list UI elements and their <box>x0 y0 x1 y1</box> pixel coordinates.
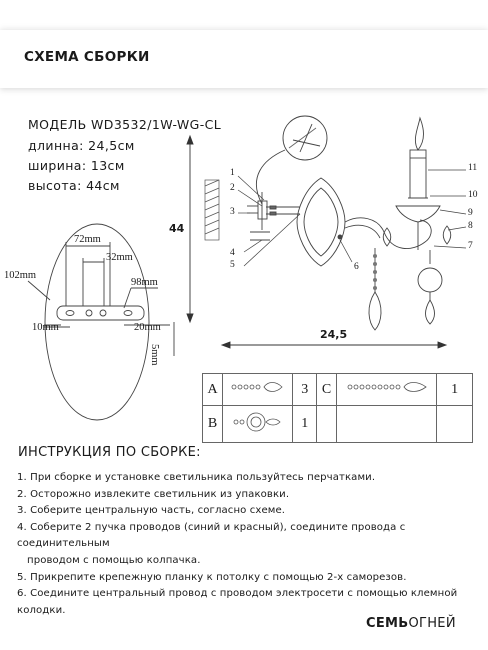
empty-cell <box>437 406 473 443</box>
instruction-step-5: 5. Прикрепите крепежную планку к потолку с помощью 2-х саморезов. <box>17 571 407 583</box>
part-qty-c: 1 <box>437 374 473 406</box>
height-value: 44 <box>169 222 185 235</box>
callout-11: 11 <box>468 163 478 173</box>
width-dimension <box>222 342 446 348</box>
part-letter-b: B <box>203 406 223 443</box>
dim-32: 32mm <box>106 252 133 263</box>
parts-table <box>202 373 473 443</box>
dim-72: 72mm <box>74 234 101 245</box>
callout-3: 3 <box>230 207 235 217</box>
part-qty-b: 1 <box>293 406 317 443</box>
callout-leaders <box>238 170 466 266</box>
brand-logo <box>366 616 456 631</box>
instructions-title: ИНСТРУКЦИЯ ПО СБОРКЕ: <box>18 445 201 460</box>
part-letter-a: A <box>203 374 223 406</box>
crystal-pendant-icon <box>223 406 293 443</box>
page-title: СХЕМА СБОРКИ <box>24 49 150 65</box>
instruction-step-2: 2. Осторожно извлеките светильник из упаковки. <box>17 488 290 500</box>
callout-5: 5 <box>230 260 235 270</box>
brand-bold: СЕМЬ <box>366 616 409 631</box>
dim-5: 5mm <box>149 344 160 366</box>
instruction-step-1: 1. При сборке и установке светильника пользуйтесь перчатками. <box>17 472 376 483</box>
brand-light: ОГНЕЙ <box>408 616 456 631</box>
height-dimension <box>187 136 193 322</box>
part-letter-c: C <box>317 374 337 406</box>
wall-bracket-drawing <box>247 178 345 266</box>
dim-20: 20mm <box>134 322 161 333</box>
model-name: МОДЕЛЬ WD3532/1W-WG-CL <box>28 117 222 132</box>
wire-detail-callout <box>256 116 327 204</box>
part-qty-a: 3 <box>293 374 317 406</box>
wall-hatch <box>205 180 219 240</box>
lamp-arm-drawing <box>345 118 451 330</box>
instruction-step-4-cont: проводом с помощью колпачка. <box>27 554 201 566</box>
instruction-step-6: 6. Соедините центральный провод с проводом электросети с помощью клемной колодки. <box>17 588 458 616</box>
crystal-chain-icon <box>223 374 293 406</box>
spec-width: ширина: 13см <box>28 158 125 173</box>
spec-length: длинна: 24,5см <box>28 138 135 153</box>
callout-4: 4 <box>230 248 235 258</box>
spec-height: высота: 44см <box>28 178 120 193</box>
callout-10: 10 <box>468 190 478 200</box>
callout-2: 2 <box>230 183 235 193</box>
instructions-list <box>17 470 482 619</box>
dim-98: 98mm <box>131 277 158 288</box>
instruction-step-4: 4. Соберите 2 пучка проводов (синий и красный), соедините провода с соединительным <box>17 521 406 550</box>
dim-10: 10mm <box>32 322 59 333</box>
callout-8: 8 <box>468 221 473 231</box>
empty-cell <box>317 406 337 443</box>
instruction-step-3: 3. Соберите центральную часть, согласно схеме. <box>17 505 286 517</box>
bead-chain-icon <box>337 374 437 406</box>
callout-6: 6 <box>354 262 359 272</box>
parts-row-2 <box>203 406 473 443</box>
dim-102: 102mm <box>4 270 37 281</box>
callout-1: 1 <box>230 168 235 178</box>
callout-9: 9 <box>468 208 473 218</box>
empty-cell <box>337 406 437 443</box>
parts-row-1 <box>203 374 473 406</box>
width-value: 24,5 <box>320 328 348 341</box>
callout-7: 7 <box>468 241 473 251</box>
